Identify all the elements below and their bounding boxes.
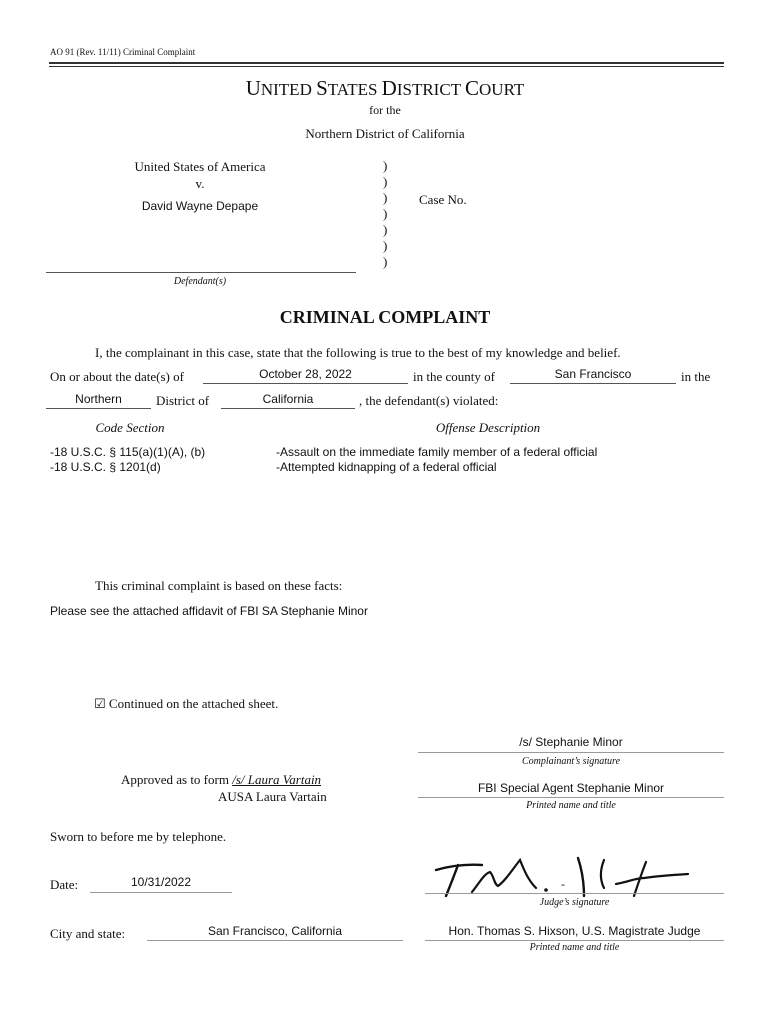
date-value: 10/31/2022 [130,875,192,889]
complainant-printed-name: FBI Special Agent Stephanie Minor [477,781,665,795]
code-section-header: Code Section [95,420,165,435]
date-label: Date: [50,877,79,892]
facts-label: This criminal complaint is based on these facts: [95,578,343,593]
approval-name: AUSA Laura Vartain [218,789,327,804]
defendant-label: Defendant(s) [173,276,227,287]
code-section-item: -18 U.S.C. § 1201(d) [50,460,161,474]
complainant-printed-label: Printed name and title [526,800,616,811]
versus: v. [195,176,205,191]
court-for-the: for the [369,103,401,117]
defendant-name: David Wayne Depape [141,199,259,213]
defendant-line [46,272,356,273]
judge-printed-line [425,940,724,941]
district-value: Northern [75,392,122,406]
complainant-signature: /s/ Stephanie Minor [519,735,623,749]
judge-signature-line [425,893,724,894]
in-county-label: in the county of [413,369,495,384]
district-of-label: District of [156,393,210,408]
judge-signature-dash: - [561,877,565,891]
code-section-list [50,445,205,475]
county-line [510,383,676,384]
complainant-printed-line [418,797,724,798]
offense-item: -Assault on the immediate family member of a federal official [276,445,598,459]
date-line [90,892,232,893]
state-line [221,408,355,409]
defendant-violated-label: , the defendant(s) violated: [359,393,499,408]
offense-item: -Attempted kidnapping of a federal official [276,460,497,474]
approval-signature: /s/ Laura Vartain [232,772,322,787]
state-value: California [262,392,314,406]
header-rule-thick [49,62,724,64]
sworn-statement: Sworn to before me by telephone. [50,829,227,844]
offense-date-line [203,383,408,384]
city-state-line [147,940,403,941]
header-rule-thin [49,66,724,67]
complainant-signature-line [418,752,724,753]
judge-signature-label: Judge’s signature [539,897,610,908]
approval-line [121,772,321,788]
judge-printed-label: Printed name and title [529,942,620,953]
continued-label: Continued on the attached sheet. [108,696,279,711]
complainant-signature-label: Complainant’s signature [521,756,621,767]
continued-checkbox[interactable]: ☑ [94,696,106,711]
case-no-label: Case No. [419,192,467,207]
offense-date-value: October 28, 2022 [259,367,352,381]
offense-list [276,445,597,475]
document-heading: CRIMINAL COMPLAINT [279,307,491,327]
on-or-about-label: On or about the date(s) of [50,369,184,384]
code-section-item: -18 U.S.C. § 115(a)(1)(A), (b) [50,445,206,459]
form-id: AO 91 (Rev. 11/11) Criminal Complaint [50,47,196,57]
facts-text: Please see the attached affidavit of FBI SA Stephanie Minor [50,604,368,618]
judge-printed-name: Hon. Thomas S. Hixson, U.S. Magistrate Judge [448,924,701,938]
in-the-label: in the [681,369,711,384]
district-line [46,408,151,409]
statement-intro: I, the complainant in this case, state that the following is true to the best of my knowledge and belief. [95,345,621,360]
caption-parens: ) ) ) ) ) ) ) [383,158,388,269]
court-title: UNITED STATES DISTRICT COURT [245,76,525,100]
plaintiff-name: United States of America [134,159,266,174]
court-district: Northern District of California [305,126,465,141]
continued-row [94,696,278,712]
county-value: San Francisco [554,367,632,381]
offense-description-header: Offense Description [435,420,541,435]
city-state-value: San Francisco, California [207,924,343,938]
approval-prefix: Approved as to form [121,772,233,787]
city-state-label: City and state: [50,926,126,941]
